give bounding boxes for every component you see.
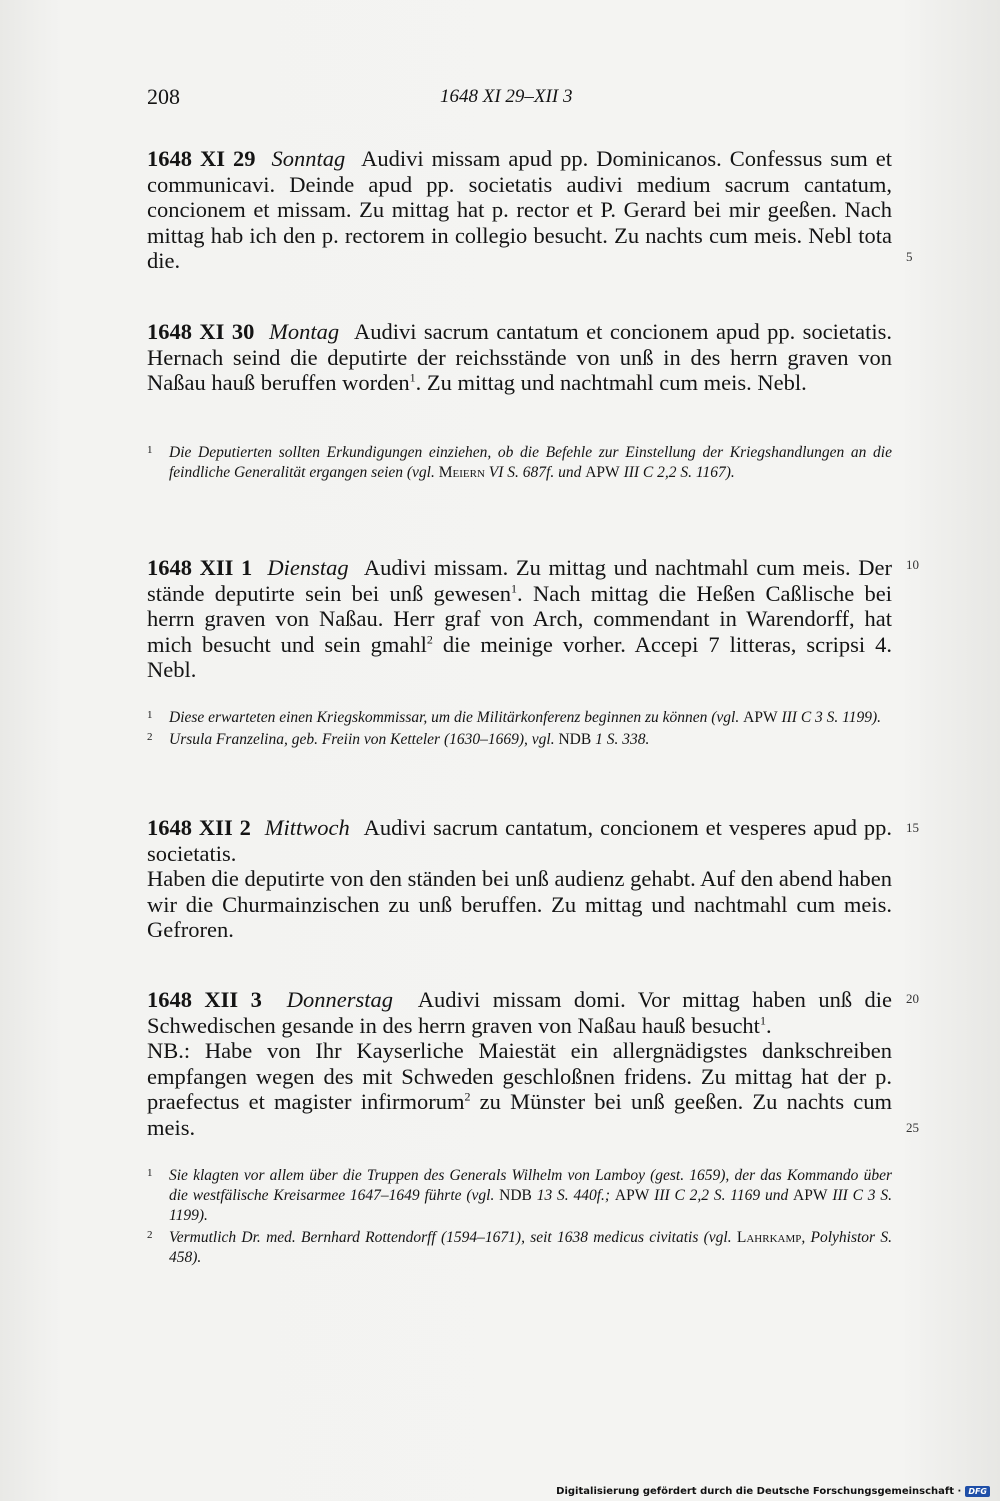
entry-text: . Nach mittag die Heßen Caßlische bei herrn graven von Naßau. Herr graf von Arch, commendant in Warendorff, hat mich besucht und sein gmahl <box>147 580 892 657</box>
diary-entry-xii2 <box>147 815 892 943</box>
line-number: 10 <box>906 557 919 572</box>
footnote-text: , Polyhistor S. 458). <box>169 1229 892 1266</box>
footnote <box>147 708 892 728</box>
footnote <box>147 730 892 750</box>
footnote-author: Meiern <box>438 464 485 481</box>
entry-text: Audivi missam apud pp. Dominicanos. Confessus sum et communicavi. Deinde apud pp. societatis audivi medium sacrum cantatum, concionem et missam. Zu mittag hat p. rector et P. Gerard bei mir geeßen. Nach mittag hab ich den p. rectorem in collegio besucht. Zu nachts cum meis. Nebl tota die. <box>147 146 893 274</box>
entry-text: Audivi missam. Zu mittag und nachtmahl cum meis. Der stände deputirte sein bei unß gewesen <box>147 555 892 606</box>
footnote-ref: 1 <box>511 581 518 596</box>
diary-entry-xii3 <box>147 987 892 1141</box>
page-number: 208 <box>147 84 180 109</box>
entry-text: . <box>765 1012 772 1038</box>
footnote-ref: 2 <box>426 632 433 647</box>
entry-date: 1648 XI 29 <box>147 146 256 171</box>
entry-date: 1648 XII 1 <box>147 555 253 580</box>
entry-text: Audivi missam domi. Vor mittag haben unß die Schwedischen gesande in des herrn graven von Naßau hauß besucht <box>147 987 893 1038</box>
footnote-abbrev: APW <box>743 709 778 726</box>
line-number: 20 <box>906 991 919 1006</box>
footnote <box>147 1228 892 1268</box>
entry-weekday: Dienstag <box>267 555 349 580</box>
footnote-ref: 1 <box>409 370 416 385</box>
dfg-logo-icon: DFG <box>965 1486 990 1497</box>
footnote-abbrev: NDB <box>499 1187 532 1204</box>
footnote <box>147 443 892 483</box>
footnotes-xi30 <box>147 443 892 485</box>
footnote-ref: 2 <box>464 1089 471 1104</box>
diary-entry-xii1 <box>147 555 892 683</box>
footnote-abbrev: NDB <box>558 731 592 748</box>
footnote-number: 2 <box>147 1229 153 1241</box>
footnote-author: Lahrkamp <box>736 1229 802 1246</box>
footnote-text: III C 3 S. 1199). <box>169 1187 892 1224</box>
footnote-abbrev: APW <box>793 1187 828 1204</box>
entry-text: Haben die deputirte von den ständen bei unß audienz gehabt. Auf den abend haben wir die Churmainzischen zu unß beruffen. Zu mittag und nachtmahl cum meis. Gefroren. <box>147 866 892 943</box>
entry-weekday: Mittwoch <box>264 815 350 840</box>
footnote-number: 1 <box>147 709 153 721</box>
entry-text: NB.: Habe von Ihr Kayserliche Maiestät ein allergnädigstes dankschreiben empfangen wegen des mit Schweden geschloßnen fridens. Zu mittag hat der p. praefectus et magister infirmorum <box>147 1038 892 1115</box>
entry-text: Audivi sacrum cantatum et concionem apud pp. societatis. Hernach seind die deputirte der reichsstände von unß in des herrn graven von Naßau hauß beruffen worden <box>147 319 892 396</box>
footnote-number: 2 <box>147 731 153 743</box>
entry-text: Audivi sacrum cantatum, concionem et vesperes apud pp. societatis. <box>147 815 893 866</box>
footnotes-xii1 <box>147 708 892 752</box>
footnote-text: Sie klagten vor allem über die Truppen des Generals Wilhelm von Lamboy (gest. 1659), der das Kommando über die westfälische Kreisarmee 1647–1649 führte (vgl. <box>169 1167 892 1204</box>
footnote-ref: 1 <box>759 1013 766 1028</box>
diary-entry-xi29 <box>147 146 892 274</box>
digitization-credit <box>556 1486 990 1497</box>
entry-date: 1648 XI 30 <box>147 319 255 344</box>
running-title: 1648 XI 29–XII 3 <box>440 86 573 107</box>
entry-weekday: Donnerstag <box>286 987 393 1012</box>
entry-date: 1648 XII 3 <box>147 987 262 1012</box>
footnote-text: VI S. 687f. und <box>484 464 586 481</box>
line-number: 25 <box>906 1120 919 1135</box>
footnote-text: Diese erwarteten einen Kriegskommissar, um die Militärkonferenz beginnen zu können (vgl. <box>169 709 744 726</box>
entry-text: die meinige vorher. Accepi 7 litteras, scripsi 4. Nebl. <box>147 631 893 683</box>
footnote-text: 13 S. 440f.; <box>531 1187 615 1204</box>
footnote <box>147 1166 892 1226</box>
footnote-text: 1 S. 338. <box>591 731 650 748</box>
footnote-text: III C 2,2 S. 1167). <box>619 464 735 481</box>
diary-entry-xi30 <box>147 319 892 396</box>
footnote-number: 1 <box>147 444 153 456</box>
entry-date: 1648 XII 2 <box>147 815 251 840</box>
footnote-text: Vermutlich Dr. med. Bernhard Rottendorff (1594–1671), seit 1638 medicus civitatis (vgl. <box>169 1229 737 1246</box>
entry-weekday: Sonntag <box>271 146 346 171</box>
entry-text: . Zu mittag und nachtmahl cum meis. Nebl. <box>415 370 807 396</box>
footnote-text: III C 2,2 S. 1169 und <box>649 1187 794 1204</box>
footnote-text: Ursula Franzelina, geb. Freiin von Ketteler (1630–1669), vgl. <box>169 731 559 748</box>
footnote-text: Die Deputierten sollten Erkundigungen einziehen, ob die Befehle zur Einstellung der Kriegshandlungen an die feindliche Generalität ergangen seien (vgl. <box>169 444 892 481</box>
credit-text: Digitalisierung gefördert durch die Deutsche Forschungsgemeinschaft · <box>556 1486 962 1497</box>
footnote-abbrev: APW <box>585 464 620 481</box>
footnote-text: III C 3 S. 1199). <box>777 709 882 726</box>
footnotes-xii3 <box>147 1166 892 1270</box>
line-number: 15 <box>906 820 919 835</box>
footnote-abbrev: APW <box>614 1187 650 1204</box>
entry-weekday: Montag <box>269 319 340 344</box>
footnote-number: 1 <box>147 1167 153 1179</box>
line-number: 5 <box>906 249 913 264</box>
entry-text: zu Münster bei unß geeßen. Zu nachts cum meis. <box>147 1089 893 1140</box>
